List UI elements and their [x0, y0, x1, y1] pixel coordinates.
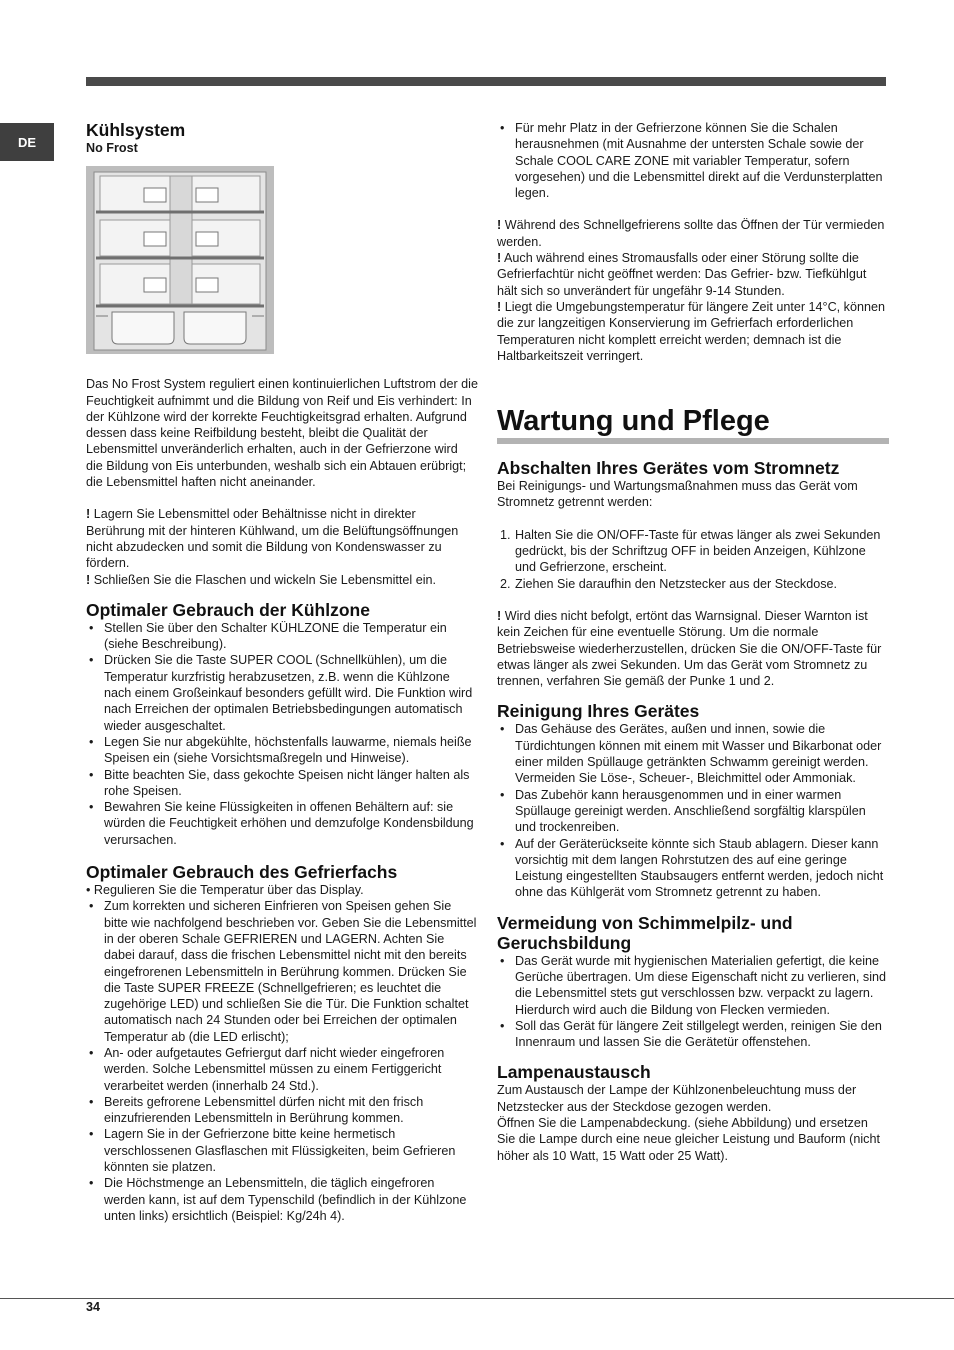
right-column [497, 120, 889, 1164]
list-item: • An- oder aufgetautes Gefriergut darf nicht wieder eingefroren werden. Solche Lebensmittel müssen zu einem Fertiggericht verarbeitet werden (innerhalb 24 Std.). [86, 1045, 478, 1094]
list-item: • Das Gerät wurde mit hygienischen Materialien gefertigt, die keine Gerüche übertragen. Um diese Eigenschaft nicht zu verlieren, sind die Lebensmittel stets gut verschlossen bzw. verpackt zu lagern. Hierdurch wird auch die Bildung von Flecken vermieden. [497, 953, 889, 1018]
list-item: 2. Ziehen Sie daraufhin den Netzstecker aus der Steckdose. [500, 576, 838, 591]
list-item: • Stellen Sie über den Schalter KÜHLZONE die Temperatur ein (siehe Beschreibung). [86, 620, 478, 653]
heading-stromnetz: Abschalten Ihres Gerätes vom Stromnetz [497, 458, 840, 479]
list-schimmel [497, 953, 889, 1051]
heading-schimmel: Vermeidung von Schimmelpilz- und Geruchsbildung [497, 912, 793, 953]
note-2: ! Schließen Sie die Flaschen und wickeln Sie Lebensmittel ein. [86, 572, 437, 587]
note-marker-icon: ! [497, 299, 502, 314]
list-item: • Drücken Sie die Taste SUPER COOL (Schnellkühlen), um die Temperatur kurzfristig herabzusetzen, z.B. wenn die Kühlzone nach einem Großeinkauf besonders gefüllt wird. Die Funktion wird nach Erreichen der optimalen Betriebsbedingungen automatisch wieder ausgeschaltet. [86, 652, 478, 733]
note-marker-icon: ! [86, 572, 91, 587]
list-kuehlzone [86, 620, 478, 848]
list-gefrierfach [86, 898, 478, 1224]
left-column [86, 120, 478, 1224]
freezer-icon [86, 166, 274, 354]
note-marker-icon: ! [497, 608, 502, 623]
list-item: • Zum korrekten und sicheren Einfrieren von Speisen gehen Sie bitte wie nachfolgend beschrieben vor. Geben Sie die Lebensmittel in der oberen Schale GEFRIEREN und LAGERN. Achten Sie dabei darauf, dass die frischen Lebensmittel nicht mit den bereits eingefrorenen Lebensmitteln in Berührung kommen. Drücken Sie die Taste SUPER FREEZE (Schnellgefrieren; es leuchtet die zugehörige LED) und schließen Sie die Tür. Die Funktion schaltet automatisch nach 24 Stunden oder bei Erreichen der optimalen Temperatur ab (die LED erlischt); [86, 898, 478, 1045]
stromnetz-intro: Bei Reinigungs- und Wartungsmaßnahmen muss das Gerät vom Stromnetz getrennt werden: [497, 479, 858, 510]
list-item: • Für mehr Platz in der Gefrierzone können Sie die Schalen herausnehmen (mit Ausnahme der untersten Schale sowie der Schale COOL CARE ZONE mit variabler Temperatur, sofern vorgesehen) und die Lebensmittel direkt auf die Verdunsterplatten legen. [497, 120, 889, 201]
note-marker-icon: ! [497, 251, 502, 266]
note-schnellgefrieren: ! Während des Schnellgefrierens sollte das Öffnen der Tür vermieden werden. [497, 218, 885, 249]
list-item: • Bewahren Sie keine Flüssigkeiten in offenen Behältern auf: sie würden die Feuchtigkeit erhöhen und demzufolge Kondensbildung verursachen. [86, 799, 478, 848]
lampe-paragraph-1: Zum Austausch der Lampe der Kühlzonenbeleuchtung muss der Netzstecker aus der Steckdose gezogen werden. [497, 1083, 857, 1114]
freezer-drawers-illustration [86, 166, 274, 354]
list-item: • Soll das Gerät für längere Zeit stillgelegt werden, reinigen Sie den Innenraum und lassen Sie die Gerätetür offenstehen. [497, 1018, 889, 1051]
list-item: • Bereits gefrorene Lebensmittel dürfen nicht mit den frisch einzufrierenden Lebensmitteln in Berührung kommen. [86, 1094, 478, 1127]
header-bar [86, 77, 886, 86]
heading-reinigung: Reinigung Ihres Gerätes [497, 701, 700, 722]
page-number: 34 [86, 1300, 101, 1314]
subheading-no-frost: No Frost [86, 141, 138, 155]
footer-divider [0, 1298, 954, 1299]
list-item: • Das Gehäuse des Gerätes, außen und innen, sowie die Türdichtungen können mit einem mit Wasser und Bikarbonat oder einer milden Spüllauge getränkten Schwamm gereinigt werden. Vermeiden Sie Löse-, Scheuer-, Bleichmittel oder Ammoniak. [497, 721, 889, 786]
note-stromausfall: ! Auch während eines Stromausfalls oder einer Störung sollte die Gefrierfachtür nicht geöffnet werden: Das Gefrier- bzw. Tiefkühlgut hält sich so unverändert für ungefähr 9-14 Stunden. [497, 251, 867, 298]
list-top [497, 120, 889, 201]
note-marker-icon: ! [86, 507, 91, 522]
section-title-wartung: Wartung und Pflege [497, 404, 889, 444]
heading-lampe: Lampenaustausch [497, 1062, 651, 1083]
list-reinigung [497, 721, 889, 900]
lampe-paragraph-2: Öffnen Sie die Lampenabdeckung. (siehe Abbildung) und ersetzen Sie die Lampe durch eine neue gleicher Leistung und Bauform (nicht höher als 10 Watt, 15 Watt oder 25 Watt). [497, 1116, 880, 1163]
heading-kuehlzone: Optimaler Gebrauch der Kühlzone [86, 599, 370, 620]
intro-paragraph: Das No Frost System reguliert einen kontinuierlichen Luftstrom der die Feuchtigkeit aufnimmt und die Bildung von Reif und Eis verhindert: In der Kühlzone wird der korrekte Feuchtigkeitsgrad erhalten. Aufgrund dessen dass keine Reifbildung besteht, bleibt die Qualität der Lebensmittel unveränderlich erhalten, auch in der Gefrierzone wird die Bildung von Eis unterbunden, weshalb sich ein Abtauen erübrigt; die Lebensmittel haften nicht aneinander. [86, 377, 478, 490]
note-marker-icon: ! [497, 218, 502, 233]
list-item-first: • Regulieren Sie die Temperatur über das Display. [86, 883, 364, 898]
list-item: • Bitte beachten Sie, dass gekochte Speisen nicht länger halten als rohe Speisen. [86, 767, 478, 800]
heading-gefrierfach: Optimaler Gebrauch des Gefrierfachs [86, 862, 398, 883]
stromnetz-steps [497, 527, 889, 592]
list-item: • Das Zubehör kann herausgenommen und in einer warmen Spüllauge gereinigt werden. Anschließend sorgfältig klarspülen und trockenreiben. [497, 787, 889, 836]
language-tab: DE [0, 123, 54, 161]
list-item: • Legen Sie nur abgekühlte, höchstenfalls lauwarme, niemals heiße Speisen ein (siehe Vorsichtsmaßregeln und Hinweise). [86, 734, 478, 767]
list-item: • Lagern Sie in der Gefrierzone bitte keine hermetisch verschlossenen Glasflaschen mit Flüssigkeiten, beim Gefrieren könnten sie platzen. [86, 1126, 478, 1175]
note-1: ! Lagern Sie Lebensmittel oder Behältnisse nicht in direkter Berührung mit der hinteren Kühlwand, um die Belüftungsöffnungen nicht abzudecken und somit die Bildung von Kondenswasser zu fördern. [86, 507, 459, 571]
list-item: • Auf der Geräterückseite könnte sich Staub ablagern. Dieser kann vorsichtig mit dem langen Rohrstutzen des auf eine geringe Leistung eingestellten Staubsaugers entfernt werden, jedoch nicht ohne das Kühlgerät vom Stromnetz getrennt zu haben. [497, 836, 889, 901]
stromnetz-note: ! Wird dies nicht befolgt, ertönt das Warnsignal. Dieser Warnton ist kein Zeichen für eine eventuelle Störung. Um die normale Betriebsweise wiederherzustellen, drücken Sie die ON/OFF-Taste für etwas länger als zwei Sekunden. Um das Gerät vom Stromnetz zu trennen, verfahren Sie gemäß der Punke 1 und 2. [497, 608, 882, 689]
list-item: • Die Höchstmenge an Lebensmitteln, die täglich eingefroren werden kann, ist auf dem Typenschild (befindlich in der Kühlzone unten links) ersichtlich (Beispiel: Kg/24h 4). [86, 1175, 478, 1224]
heading-kuehlsystem: Kühlsystem [86, 120, 186, 140]
list-item: 1. Halten Sie die ON/OFF-Taste für etwas länger als zwei Sekunden gedrückt, bis der Schriftzug OFF in beiden Anzeigen, Kühlzone und Gefrierzone, erscheint. [500, 527, 881, 575]
note-temperatur: ! Liegt die Umgebungstemperatur für längere Zeit unter 14°C, können die zur langzeitigen Konservierung im Gefrierfach erforderlichen Temperaturen nicht komplett erreicht werden; demnach ist die Haltbarkeitszeit verringert. [497, 299, 885, 363]
